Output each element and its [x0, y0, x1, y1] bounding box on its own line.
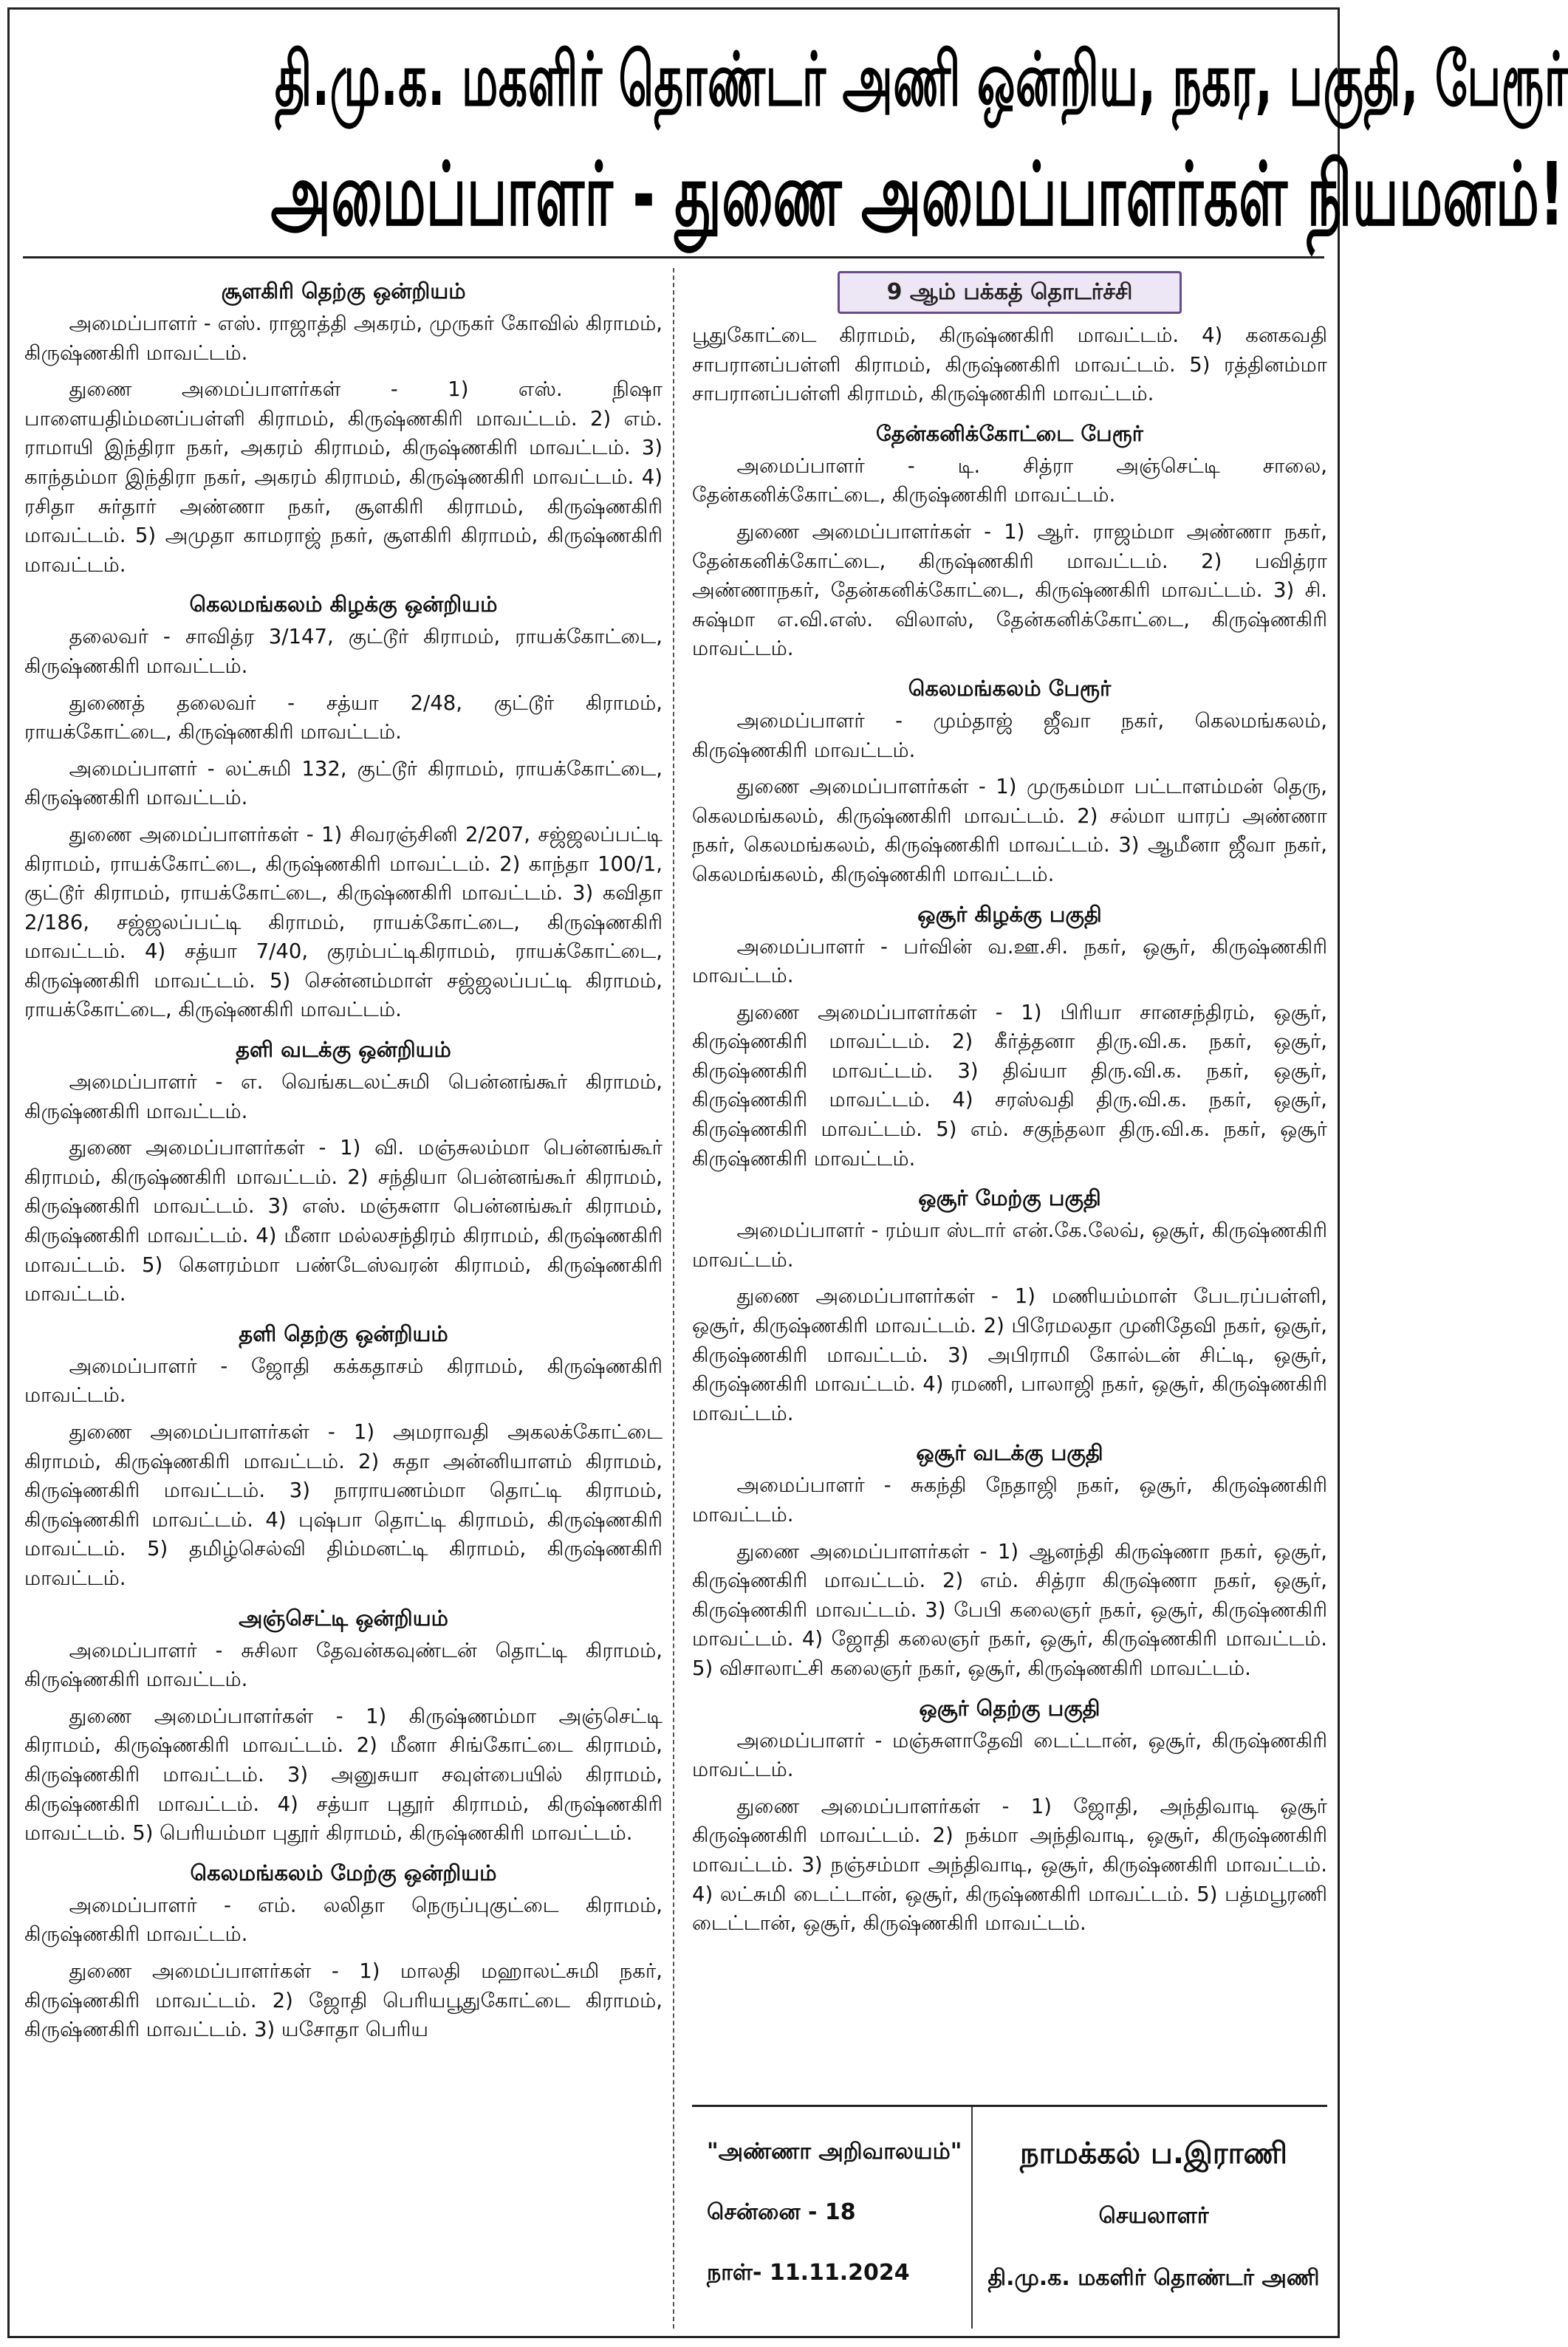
section-title: தேன்கனிக்கோட்டை பேரூர்	[876, 420, 1143, 446]
continuation-badge: 9 ஆம் பக்கத் தொடர்ச்சி	[838, 271, 1182, 314]
section-paragraph: துணைத் தலைவர் - சத்யா 2/48, குட்டூர் கிராமம், ராயக்கோட்டை, கிருஷ்ணகிரி மாவட்டம்.	[24, 691, 663, 744]
section-paragraph: அமைப்பாளர் - ரம்யா ஸ்டார் என்.கே.லேவ், ஒசூர், கிருஷ்ணகிரி மாவட்டம்.	[692, 1219, 1327, 1272]
section-paragraph: பூதுகோட்டை கிராமம், கிருஷ்ணகிரி மாவட்டம். 4) கனகவதி சாபரானப்பள்ளி கிராமம், கிருஷ்ணகிரி மாவட்டம். 5) ரத்தினம்மா சாபரானப்பள்ளி கிராமம், கிருஷ்ணகிரி மாவட்டம்.	[692, 323, 1327, 406]
section-title: சூளகிரி தெற்கு ஒன்றியம்	[221, 278, 466, 304]
section-paragraph: துணை அமைப்பாளர்கள் - 1) ஆனந்தி கிருஷ்ணா நகர், ஒசூர், கிருஷ்ணகிரி மாவட்டம். 2) எம். சித்ரா கிருஷ்ணா நகர், ஒசூர், கிருஷ்ணகிரி மாவட்டம். 3) பேபி கலைஞர் நகர், ஒசூர், கிருஷ்ணகிரி மாவட்டம். 4) ஜோதி கலைஞர் நகர், ஒசூர், கிருஷ்ணகிரி மாவட்டம். 5) விசாலாட்சி கலைஞர் நகர், ஒசூர், கிருஷ்ணகிரி மாவட்டம்.	[692, 1539, 1327, 1680]
signatory-role: செயலாளர்	[1098, 2203, 1209, 2229]
section-paragraph: அமைப்பாளர் - எம். லலிதா நெருப்புகுட்டை கிராமம், கிருஷ்ணகிரி மாவட்டம்.	[24, 1893, 663, 1947]
section-paragraph: அமைப்பாளர் - லட்சுமி 132, குட்டூர் கிராமம், ராயக்கோட்டை, கிருஷ்ணகிரி மாவட்டம்.	[24, 756, 663, 810]
section-paragraph: துணை அமைப்பாளர்கள் - 1) முருகம்மா பட்டாளம்மன் தெரு, கெலமங்கலம், கிருஷ்ணகிரி மாவட்டம். 2) சல்மா யாரப் அண்ணா நகர், கெலமங்கலம், கிருஷ்ணகிரி மாவட்டம். 3) ஆமீனா ஜீவா நகர், கெலமங்கலம், கிருஷ்ணகிரி மாவட்டம்.	[692, 775, 1327, 886]
right-column	[692, 268, 1327, 2329]
section-title: கெலமங்கலம் கிழக்கு ஒன்றியம்	[189, 592, 498, 617]
headline	[23, 20, 1568, 258]
section-paragraph: துணை அமைப்பாளர்கள் - 1) மணியம்மாள் பேடரப்பள்ளி, ஒசூர், கிருஷ்ணகிரி மாவட்டம். 2) பிரேமலதா முனிதேவி நகர், ஒசூர், கிருஷ்ணகிரி மாவட்டம். 3) அபிராமி கோல்டன் சிட்டி, ஒசூர், கிருஷ்ணகிரி மாவட்டம். 4) ரமணி, பாலாஜி நகர், ஒசூர், கிருஷ்ணகிரி மாவட்டம்.	[692, 1284, 1327, 1425]
footer-place: "அண்ணா அறிவாலயம்"	[707, 2139, 962, 2165]
section-paragraph: துணை அமைப்பாளர்கள் - 1) எஸ். நிஷா பாளையதிம்மனப்பள்ளி கிராமம், கிருஷ்ணகிரி மாவட்டம். 2) எம். ராமாயி இந்திரா நகர், அகரம் கிராமம், கிருஷ்ணகிரி மாவட்டம். 3) காந்தம்மா இந்திரா நகர், அகரம் கிராமம், கிருஷ்ணகிரி மாவட்டம். 4) ரசிதா சுர்தார் அண்ணா நகர், சூளகிரி கிராமம், கிருஷ்ணகிரி மாவட்டம். 5) அமுதா காமராஜ் நகர், சூளகிரி கிராமம், கிருஷ்ணகிரி மாவட்டம்.	[24, 377, 663, 577]
headline-line-2: அமைப்பாளர் - துணை அமைப்பாளர்கள் நியமனம்!	[270, 143, 1565, 245]
section-paragraph: துணை அமைப்பாளர்கள் - 1) ஆர். ராஜம்மா அண்ணா நகர், தேன்கனிக்கோட்டை, கிருஷ்ணகிரி மாவட்டம். 2) பவித்ரா அண்ணாநகர், தேன்கனிக்கோட்டை, கிருஷ்ணகிரி மாவட்டம். 3) சி. சுஷ்மா எ.வி.எஸ். விலாஸ், தேன்கனிக்கோட்டை, கிருஷ்ணகிரி மாவட்டம்.	[692, 519, 1327, 661]
section-title: தளி தெற்கு ஒன்றியம்	[239, 1320, 448, 1346]
section-title: கெலமங்கலம் பேரூர்	[908, 675, 1112, 701]
section-paragraph: அமைப்பாளர் - மஞ்சுளாதேவி டைட்டான், ஒசூர், கிருஷ்ணகிரி மாவட்டம்.	[692, 1728, 1327, 1782]
section-paragraph: துணை அமைப்பாளர்கள் - 1) ஜோதி, அந்திவாடி ஒசூர் கிருஷ்ணகிரி மாவட்டம். 2) நக்மா அந்திவாடி, ஒசூர், கிருஷ்ணகிரி மாவட்டம். 3) நஞ்சம்மா அந்திவாடி, ஒசூர், கிருஷ்ணகிரி மாவட்டம். 4) லட்சுமி டைட்டான், ஒசூர், கிருஷ்ணகிரி மாவட்டம். 5) பத்மபூரணி டைட்டான், ஒசூர், கிருஷ்ணகிரி மாவட்டம்.	[692, 1794, 1327, 1936]
section-paragraph: துணை அமைப்பாளர்கள் - 1) சிவரஞ்சினி 2/207, சஜ்ஜலப்பட்டி கிராமம், ராயக்கோட்டை, கிருஷ்ணகிரி மாவட்டம். 2) காந்தா 100/1, குட்டூர் கிராமம், ராயக்கோட்டை, கிருஷ்ணகிரி மாவட்டம். 3) கவிதா 2/186, சஜ்ஜலப்பட்டி கிராமம், ராயக்கோட்டை, கிருஷ்ணகிரி மாவட்டம். 4) சத்யா 7/40, குரம்பட்டிகிராமம், ராயக்கோட்டை, கிருஷ்ணகிரி மாவட்டம். 5) சென்னம்மாள் சஜ்ஜலப்பட்டி கிராமம், ராயக்கோட்டை, கிருஷ்ணகிரி மாவட்டம்.	[24, 822, 663, 1022]
section-paragraph: அமைப்பாளர் - எஸ். ராஜாத்தி அகரம், முருகர் கோவில் கிராமம், கிருஷ்ணகிரி மாவட்டம்.	[24, 312, 663, 365]
section-paragraph: தலைவர் - சாவித்ர 3/147, குட்டூர் கிராமம், ராயக்கோட்டை, கிருஷ்ணகிரி மாவட்டம்.	[24, 625, 663, 678]
footer-city: சென்னை - 18	[707, 2199, 856, 2225]
section-paragraph: அமைப்பாளர் - சுசிலா தேவன்கவுண்டன் தொட்டி கிராமம், கிருஷ்ணகிரி மாவட்டம்.	[24, 1638, 663, 1692]
signature-footer	[692, 2105, 1327, 2329]
section-title: தளி வடக்கு ஒன்றியம்	[236, 1037, 451, 1063]
section-paragraph: அமைப்பாளர் - மும்தாஜ் ஜீவா நகர், கெலமங்கலம், கிருஷ்ணகிரி மாவட்டம்.	[692, 708, 1327, 762]
section-paragraph: துணை அமைப்பாளர்கள் - 1) மாலதி மஹாலட்சுமி நகர், கிருஷ்ணகிரி மாவட்டம். 2) ஜோதி பெரியபூதுகோட்டை கிராமம், கிருஷ்ணகிரி மாவட்டம். 3) யசோதா பெரிய	[24, 1959, 663, 2042]
notice-frame	[7, 7, 1568, 2338]
section-paragraph: துணை அமைப்பாளர்கள் - 1) கிருஷ்ணம்மா அஞ்செட்டி கிராமம், கிருஷ்ணகிரி மாவட்டம். 2) மீனா சிங்கோட்டை கிராமம், கிருஷ்ணகிரி மாவட்டம். 3) அனுசுயா சவுள்பையில் கிராமம், கிருஷ்ணகிரி மாவட்டம். 4) சத்யா புதூர் கிராமம், கிருஷ்ணகிரி மாவட்டம். 5) பெரியம்மா புதூர் கிராமம், கிருஷ்ணகிரி மாவட்டம்.	[24, 1704, 663, 1846]
headline-line-1: தி.மு.க. மகளிர் தொண்டர் அணி ஒன்றிய, நகர, பகுதி, பேரூர்	[274, 36, 1568, 123]
section-paragraph: அமைப்பாளர் - ஜோதி கக்கதாசம் கிராமம், கிருஷ்ணகிரி மாவட்டம்.	[24, 1354, 663, 1408]
section-title: ஒசூர் தெற்கு பகுதி	[919, 1695, 1100, 1721]
section-paragraph: அமைப்பாளர் - சுகந்தி நேதாஜி நகர், ஒசூர், கிருஷ்ணகிரி மாவட்டம்.	[692, 1473, 1327, 1527]
right-column-content	[692, 321, 1327, 1939]
left-column	[24, 268, 674, 2329]
signatory-name: நாமக்கல் ப.இராணி	[1020, 2137, 1287, 2170]
section-paragraph: துணை அமைப்பாளர்கள் - 1) பிரியா சானசந்திரம், ஒசூர், கிருஷ்ணகிரி மாவட்டம். 2) கீர்த்தனா திரு.வி.க. நகர், ஒசூர், கிருஷ்ணகிரி மாவட்டம். 3) திவ்யா திரு.வி.க. நகர், ஒசூர், கிருஷ்ணகிரி மாவட்டம். 4) சரஸ்வதி திரு.வி.க. நகர், ஒசூர், கிருஷ்ணகிரி மாவட்டம். 5) எம். சகுந்தலா திரு.வி.க. நகர், ஒசூர் கிருஷ்ணகிரி மாவட்டம்.	[692, 1000, 1327, 1171]
section-title: ஒசூர் மேற்கு பகுதி	[918, 1185, 1101, 1211]
body-columns	[24, 268, 1327, 2329]
footer-place-block	[692, 2107, 973, 2329]
section-paragraph: அமைப்பாளர் - பர்வின் வ.ஊ.சி. நகர், ஒசூர், கிருஷ்ணகிரி மாவட்டம்.	[692, 934, 1327, 988]
section-paragraph: அமைப்பாளர் - டி. சித்ரா அஞ்செட்டி சாலை, தேன்கனிக்கோட்டை, கிருஷ்ணகிரி மாவட்டம்.	[692, 453, 1327, 507]
footer-signatory-block	[980, 2107, 1327, 2329]
section-title: அஞ்செட்டி ஒன்றியம்	[239, 1605, 448, 1631]
section-title: கெலமங்கலம் மேற்கு ஒன்றியம்	[190, 1860, 497, 1885]
section-paragraph: அமைப்பாளர் - எ. வெங்கடலட்சுமி பென்னங்கூர் கிராமம், கிருஷ்ணகிரி மாவட்டம்.	[24, 1070, 663, 1123]
section-paragraph: துணை அமைப்பாளர்கள் - 1) வி. மஞ்சுலம்மா பென்னங்கூர் கிராமம், கிருஷ்ணகிரி மாவட்டம். 2) சந்தியா பென்னங்கூர் கிராமம், கிருஷ்ணகிரி மாவட்டம். 3) எஸ். மஞ்சுளா பென்னங்கூர் கிராமம், கிருஷ்ணகிரி மாவட்டம். 4) மீனா மல்லசந்திரம் கிராமம், கிருஷ்ணகிரி மாவட்டம். 5) கௌரம்மா பண்டேஸ்வரன் கிராமம், கிருஷ்ணகிரி மாவட்டம்.	[24, 1136, 663, 1306]
section-paragraph: துணை அமைப்பாளர்கள் - 1) அமராவதி அகலக்கோட்டை கிராமம், கிருஷ்ணகிரி மாவட்டம். 2) சுதா அன்னியாளம் கிராமம், கிருஷ்ணகிரி மாவட்டம். 3) நாராயணம்மா தொட்டி கிராமம், கிருஷ்ணகிரி மாவட்டம். 4) புஷ்பா தொட்டி கிராமம், கிருஷ்ணகிரி மாவட்டம். 5) தமிழ்செல்வி திம்மனட்டி கிராமம், கிருஷ்ணகிரி மாவட்டம்.	[24, 1420, 663, 1590]
section-title: ஒசூர் வடக்கு பகுதி	[916, 1440, 1103, 1466]
section-title: ஒசூர் கிழக்கு பகுதி	[917, 901, 1102, 927]
signatory-org: தி.மு.க. மகளிர் தொண்டர் அணி	[987, 2265, 1320, 2291]
footer-date: நாள்- 11.11.2024	[707, 2260, 910, 2286]
